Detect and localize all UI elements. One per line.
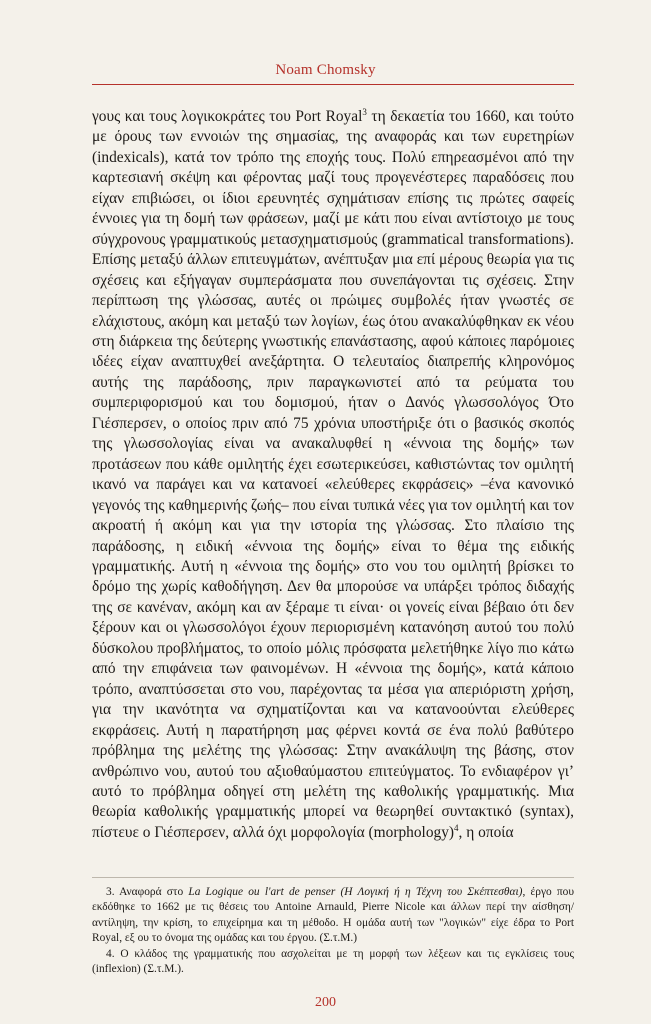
footnote-3-title: La Logique ou l'art de penser (Η Λογική ή η Τέχνη του Σκέπτεσθαι) (188, 886, 523, 898)
body-text-part-2: τη δεκαετία του 1660, και τούτο με όρους των εννοιών της σημασίας, της αναφοράς και των ευρετηρίων (indexicals), κατά τον τρόπο της εποχής τους. Πολύ επηρεασμένοι από την καρτεσιανή σκέψη και φέροντας μαζί τους προγενέστερες παραδόσεις που είχαν επιβιώσει, οι ίδιοι ερευνητές σχημάτισαν επίσης τις πρώτες σαφείς έννοιες για τη δομή των φράσεων, μαζί με κάτι που είναι αντίστοιχο με τους σύγχρονους γραμματικούς μετασχηματισμούς (grammatical transformations). Επίσης μεταξύ άλλων επιτευγμάτων, ανέπτυξαν μια επί μέρους θεωρία για τις σχέσεις και εξήγαγαν συμπεράσματα που συνεπάγονται τις σχέσεις. Στην περίπτωση της γλώσσας, αυτές οι πρώιμες συμβολές ήταν γνωστές σε ελάχιστους, ακόμη και μεταξύ των λογίων, έως ότου ανακαλύφθηκαν εκ νέου στη διάρκεια της δεύτερης γνωστικής επανάστασης, αφού κάποιες παρόμοιες ιδέες είχαν αναπτυχθεί ανεξάρτητα. Ο τελευταίος διαπρεπής κληρονόμος αυτής της παράδοσης, πριν παραγκωνιστεί από τα ρεύματα του συμπεριφορισμού και του δομισμού, ήταν ο Δανός γλωσσολόγος Ότο Γιέσπερσεν, ο οποίος πριν από 75 χρόνια υποστήριξε ότι ο βασικός σκοπός της γλωσσολογίας είναι να ανακαλυφθεί η «έννοια της δομής» των προτάσεων που κάθε ομιλητής έχει εσωτερικεύσει, καθιστώντας τον ομιλητή ικανό να παράγει και να κατανοεί «ελεύθερες εκφράσεις» –ένα κανονικό γεγονός της καθημερινής ζωής– που είναι τυπικά νέες για τον ομιλητή και τον ακροατή ή ακόμη και για την ιστορία της γλώσσας. Στο πλαίσιο της παράδοσης, η ειδική «έννοια της δομής» είναι το θέμα της ειδικής γραμματικής. Αυτή η «έννοια της δομής» στο νου του ομιλητή βρίσκει το δρόμο της χωρίς καθοδήγηση. Δεν θα μπορούσε να υπάρξει τρόπος διδαχής της σε κανέναν, ακόμη και αν ξέραμε τι είναι· οι γονείς είναι βέβαιο ότι δεν ξέρουν και οι γλωσσολόγοι έχουν περιορισμένη κατανόηση αυτού του πολύ δύσκολου προβλήματος, το οποίο μόλις πρόσφατα μελετήθηκε λίγο πιο κάτω από την επιφάνεια των φαινομένων. Η «έννοια της δομής», κατά κάποιο τρόπο, αναπτύσσεται στο νου, παρέχοντας τα μέσα για απεριόριστη χρήση, για την ικανότητα να σχηματίζονται και να κατανοούνται ελεύθερες εκφράσεις. Αυτή η παρατήρηση μας φέρνει κοντά σε ένα πολύ βαθύτερο πρόβλημα της μελέτης της γλώσσας: Στην ανακάλυψη της βάσης, στον ανθρώπινο νου, αυτού του αξιοθαύμαστου επιτεύγματος. Το ενδιαφέρον γι’ αυτό το πρόβλημα οδηγεί στη μελέτη της καθολικής γραμματικής. Μια θεωρία καθολικής γραμματικής μπορεί να θεωρηθεί συντακτικό (syntax), πίστευε ο Γιέσπερσεν, αλλά όχι μορφολογία (morphology) (92, 108, 574, 841)
body-text-part-1: γους και τους λογικοκράτες του Port Royal (92, 108, 363, 125)
footnote-4-number: 4. (106, 948, 115, 961)
footnote-3-lead: Αναφορά στο (114, 886, 189, 898)
footnote-4 (92, 947, 574, 978)
footnote-4-text: Ο κλάδος της γραμματικής που ασχολείται με τη μορφή των λέξεων και τις εγκλίσεις τους (inflexion) (Σ.τ.Μ.). (92, 948, 574, 976)
footnote-3 (92, 885, 574, 946)
footnote-3-number: 3. (106, 886, 115, 898)
footnotes (92, 885, 574, 978)
page-number: 200 (315, 995, 336, 1010)
body-text (92, 107, 574, 843)
running-header: Noam Chomsky (275, 62, 376, 78)
footnote-3-text: , έργο που εκδόθηκε το 1662 με τις θέσεις του Antoine Arnauld, Pierre Nicole και άλλων περί την αίσθηση/αντίληψη, την κρίση, το επιχείρημα και τη μέθοδο. Η ομάδα αυτή των "λογικών" είχε έδρα το Port Royal, εξ ου το όνομα της ομάδας και του έργου. (Σ.τ.Μ.) (92, 886, 575, 944)
footnote-ref-4[interactable]: 4 (454, 822, 459, 833)
header-rule (92, 84, 574, 85)
footnote-rule (92, 877, 574, 878)
body-text-part-3: , η οποία (458, 823, 514, 841)
footnote-ref-3[interactable]: 3 (362, 106, 367, 117)
